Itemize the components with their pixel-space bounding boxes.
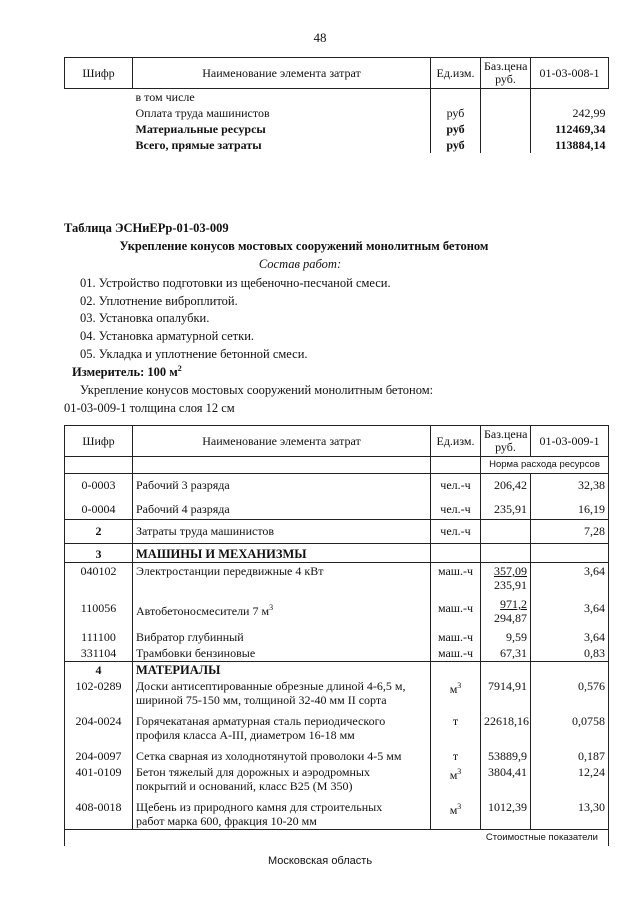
row-price: 67,31 (481, 645, 531, 662)
table-footer-label: Стоимостные показатели (65, 830, 609, 847)
row-name: Доски антисептированные обрезные длиной 4-6,5 м, шириной 75-150 мм, толщиной 32-40 мм II сорта (133, 678, 431, 708)
row-code: 3 (65, 544, 133, 563)
table-row (65, 794, 609, 830)
table-row (65, 496, 609, 520)
row-value: 16,19 (531, 496, 609, 520)
row-price: 206,42 (481, 474, 531, 496)
header-name: Наименование элемента затрат (133, 426, 431, 457)
table-row (65, 764, 609, 794)
row-name: Материальные ресурсы (135, 122, 266, 136)
work-item: 05. Укладка и уплотнение бетонной смеси. (80, 347, 308, 361)
row-name: Затраты труда машинистов (133, 520, 431, 544)
table-row (65, 520, 609, 544)
row-price: 357,09 235,91 (481, 563, 531, 594)
row-code: 111100 (65, 626, 133, 645)
table-header-row (65, 426, 609, 457)
row-code: 401-0109 (65, 764, 133, 794)
row-code: 4 (65, 662, 133, 679)
row-unit: чел.-ч (431, 496, 481, 520)
row-unit: т (431, 708, 481, 743)
row-name: Бетон тяжелый для дорожных и аэродромных покрытий и оснований, класс В25 (М 350) (133, 764, 431, 794)
row-price: 9,59 (481, 626, 531, 645)
row-value: 3,64 (531, 626, 609, 645)
row-name: МАТЕРИАЛЫ (133, 662, 431, 679)
table-footer-row (65, 830, 609, 847)
row-code: 408-0018 (65, 794, 133, 830)
table-row (65, 105, 609, 121)
work-item: 02. Уплотнение виброплитой. (80, 294, 238, 308)
row-value: 113884,14 (531, 137, 609, 153)
table-row (65, 678, 609, 708)
header-code: Шифр (65, 58, 133, 89)
table-row (65, 708, 609, 743)
row-price: 7914,91 (481, 678, 531, 708)
row-code: 0-0004 (65, 496, 133, 520)
row-unit: руб (431, 137, 481, 153)
row-unit: маш.-ч (431, 645, 481, 662)
row-name: в том числе (135, 90, 195, 104)
row-unit: маш.-ч (431, 593, 481, 626)
row-price: 53889,9 (481, 743, 531, 764)
norm-row (65, 457, 609, 474)
row-unit: $м^3$ (431, 764, 481, 794)
description: Укрепление конусов мостовых сооружений монолитным бетоном: (80, 383, 434, 397)
row-name: Горячекатаная арматурная сталь периодического профиля класса А-III, диаметром 16-18 мм (133, 708, 431, 743)
row-unit: маш.-ч (431, 626, 481, 645)
table-row (65, 137, 609, 153)
header-unit: Ед.изм. (431, 58, 481, 89)
header-price: Баз.цена руб. (481, 58, 531, 89)
work-item: 04. Установка арматурной сетки. (80, 329, 255, 343)
table-row (65, 593, 609, 626)
work-item: 03. Установка опалубки. (80, 311, 210, 325)
table-row (65, 563, 609, 594)
table-row (65, 89, 609, 106)
section-row (65, 544, 609, 563)
row-code: 110056 (65, 593, 133, 626)
row-code: 0-0003 (65, 474, 133, 496)
page-footer: Московская область (267, 855, 373, 867)
row-name: Электростанции передвижные 4 кВт (133, 563, 431, 594)
row-value: 0,0758 (531, 708, 609, 743)
row-value: 0,576 (531, 678, 609, 708)
top-cost-table (64, 57, 609, 153)
row-unit: руб (431, 121, 481, 137)
row-code: 040102 (65, 563, 133, 594)
row-code: 102-0289 (65, 678, 133, 708)
row-price: 22618,16 (481, 708, 531, 743)
row-value: 112469,34 (531, 121, 609, 137)
row-value: 0,83 (531, 645, 609, 662)
row-price: 3804,41 (481, 764, 531, 794)
meter-label: Измеритель: 100 $м^2$ (72, 364, 182, 380)
row-value: 13,30 (531, 794, 609, 830)
header-code: Шифр (65, 426, 133, 457)
header-unit: Ед.изм. (431, 426, 481, 457)
section-row (65, 662, 609, 679)
row-unit: $м^3$ (431, 794, 481, 830)
row-name: Сетка сварная из холоднотянутой проволоки 4-5 мм (133, 743, 431, 764)
row-unit: руб (431, 105, 481, 121)
row-code: 204-0024 (65, 708, 133, 743)
header-name: Наименование элемента затрат (133, 58, 431, 89)
code-line: 01-03-009-1 толщина слоя 12 см (64, 401, 235, 415)
table-row (65, 474, 609, 496)
table-row (65, 626, 609, 645)
row-unit: т (431, 743, 481, 764)
row-code: 2 (65, 520, 133, 544)
row-name: Трамбовки бензиновые (133, 645, 431, 662)
norm-label: Норма расхода ресурсов (481, 457, 609, 474)
row-value: 3,64 (531, 563, 609, 594)
table-row (65, 121, 609, 137)
resource-table (64, 425, 609, 846)
section-title: Укрепление конусов мостовых сооружений монолитным бетоном (119, 239, 489, 253)
work-item: 01. Устройство подготовки из щебеночно-песчаной смеси. (80, 276, 391, 290)
page-number: 48 (313, 30, 327, 45)
row-name: Щебень из природного камня для строительных работ марка 600, фракция 10-20 мм (133, 794, 431, 830)
row-name: Оплата труда машинистов (135, 106, 270, 120)
row-unit: чел.-ч (431, 474, 481, 496)
row-name: Вибратор глубинный (133, 626, 431, 645)
table-code: Таблица ЭСНиЕРр-01-03-009 (64, 221, 229, 235)
row-value: 7,28 (531, 520, 609, 544)
header-norm-code: 01-03-008-1 (531, 58, 609, 89)
row-value: 3,64 (531, 593, 609, 626)
row-name: Автобетоносмесители 7 $м^3$ (133, 593, 431, 626)
row-price: 1012,39 (481, 794, 531, 830)
header-norm-code: 01-03-009-1 (531, 426, 609, 457)
table-header-row (65, 58, 609, 89)
row-name: Всего, прямые затраты (135, 138, 262, 152)
row-code: 204-0097 (65, 743, 133, 764)
row-code: 331104 (65, 645, 133, 662)
row-value: 12,24 (531, 764, 609, 794)
table-row (65, 743, 609, 764)
table-row (65, 645, 609, 662)
row-unit: $м^3$ (431, 678, 481, 708)
row-price: 971,2 294,87 (481, 593, 531, 626)
header-price: Баз.цена руб. (481, 426, 531, 457)
row-unit: чел.-ч (431, 520, 481, 544)
row-unit: маш.-ч (431, 563, 481, 594)
row-name: Рабочий 4 разряда (133, 496, 431, 520)
row-name: МАШИНЫ И МЕХАНИЗМЫ (133, 544, 431, 563)
works-heading: Состав работ: (258, 257, 342, 271)
row-price: 235,91 (481, 496, 531, 520)
row-value: 32,38 (531, 474, 609, 496)
row-value: 0,187 (531, 743, 609, 764)
row-value: 242,99 (531, 105, 609, 121)
row-name: Рабочий 3 разряда (133, 474, 431, 496)
